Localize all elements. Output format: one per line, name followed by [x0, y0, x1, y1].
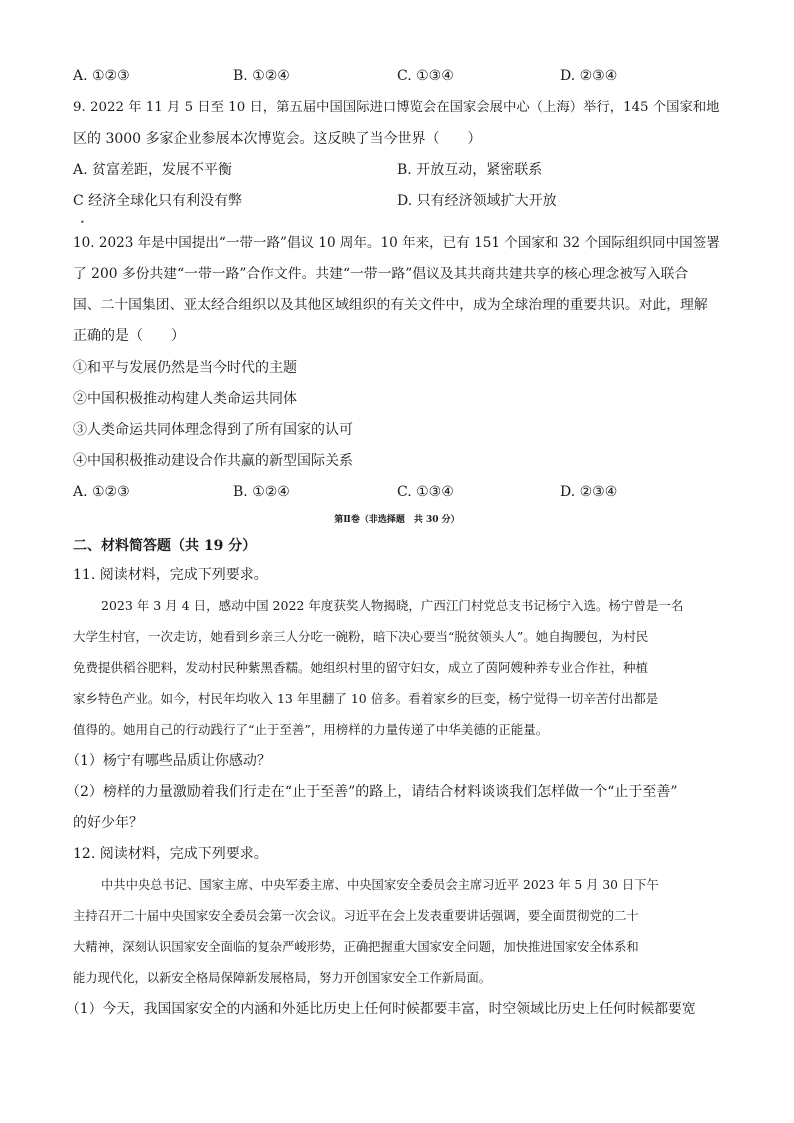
q10-statement-3: ③人类命运共同体理念得到了所有国家的认可 [73, 422, 353, 438]
q11-material-line4: 家乡特色产业。如今，村民年均收入 13 年里翻了 10 倍多。看着家乡的巨变，杨宁觉得一切辛苦付出都是 [73, 691, 659, 706]
q9-stem-line2: 区的 3000 多家企业参展本次博览会。这反映了当今世界（ ） [73, 131, 482, 147]
q9-stem-line1: 9. 2022 年 11 月 5 日至 10 日，第五届中国国际进口博览会在国家会展中心（上海）举行，145 个国家和地 [73, 100, 720, 115]
q10-stem-line2: 了 200 多份共建“一带一路”合作文件。共建“一带一路”倡议及其共商共建共享的核心理念被写入联合 [73, 266, 689, 282]
q12-material-line4: 能力现代化，以新安全格局保障新发展格局，努力开创国家安全工作新局面。 [73, 971, 492, 985]
q11-question-2-line2: 的好少年？ [73, 815, 143, 831]
q9-option-a: A. 贫富差距，发展不平衡 [73, 162, 233, 178]
q9-option-d: D. 只有经济领域扩大开放 [397, 193, 557, 209]
q11-question-1: （1）杨宁有哪些品质让你感动？ [66, 753, 271, 769]
q8-option-c: C. ①③④ [397, 68, 454, 84]
q11-material-line1: 2023 年 3 月 4 日，感动中国 2022 年度获奖人物揭晓，广西江门村党总支书记杨宁入选。杨宁曾是一名 [101, 598, 684, 613]
q10-stem-line4: 正确的是（ ） [73, 328, 185, 344]
q10-option-b: B. ①②④ [233, 484, 290, 500]
q10-option-a: A. ①②③ [73, 484, 130, 500]
q8-option-b: B. ①②④ [233, 68, 290, 84]
q10-statement-1: ①和平与发展仍然是当今时代的主题 [73, 360, 297, 376]
q10-option-c: C. ①③④ [397, 484, 454, 500]
q10-statement-2: ②中国积极推动构建人类命运共同体 [73, 391, 297, 407]
q8-option-a: A. ①②③ [73, 68, 130, 84]
q11-question-2-line1: （2）榜样的力量激励着我们行走在“止于至善”的路上，请结合材料谈谈我们怎样做一个“止于至善” [66, 784, 678, 800]
q12-question-1: （1）今天，我国国家安全的内涵和外延比历史上任何时候都要丰富，时空领域比历史上任何时候都要宽 [66, 1001, 696, 1017]
section2-title: 二、材料简答题（共 19 分） [73, 538, 257, 554]
q12-material-line1: 中共中央总书记、国家主席、中央军委主席、中央国家安全委员会主席习近平 2023 年 5 月 30 日下午 [101, 878, 659, 892]
stray-dot: • [80, 218, 85, 227]
q11-material-line5: 值得的。她用自己的行动践行了“止于至善”，用榜样的力量传递了中华美德的正能量。 [73, 722, 549, 737]
q11-intro: 11. 阅读材料，完成下列要求。 [73, 567, 268, 583]
q12-material-line2: 主持召开二十届中央国家安全委员会第一次会议。习近平在会上发表重要讲话强调，要全面贯彻党的二十 [73, 909, 639, 923]
q8-option-d: D. ②③④ [560, 68, 618, 84]
q9-option-b: B. 开放互动，紧密联系 [397, 162, 543, 178]
q10-stem-line3: 国、二十国集团、亚太经合组织以及其他区域组织的有关文件中，成为全球治理的重要共识。对此，理解 [73, 297, 708, 313]
q11-material-line2: 大学生村官，一次走访，她看到乡亲三人分吃一碗粉，暗下决心要当“脱贫领头人”。她自掏腰包，为村民 [73, 629, 649, 644]
q10-stem-line1: 10. 2023 年是中国提出“一带一路”倡议 10 周年。10 年来，已有 151 个国家和 32 个国际组织同中国签署 [73, 235, 720, 251]
q12-intro: 12. 阅读材料，完成下列要求。 [73, 846, 268, 862]
q9-option-c: C 经济全球化只有利没有弊 [73, 193, 243, 209]
q10-statement-4: ④中国积极推动建设合作共赢的新型国际关系 [73, 453, 353, 469]
q11-material-line3: 免费提供稻谷肥料，发动村民种紫黑香糯。她组织村里的留守妇女，成立了茵阿嫂种养专业合作社，种植 [73, 660, 649, 675]
q10-option-d: D. ②③④ [560, 484, 618, 500]
part2-title: 第Ⅱ卷（非选择题 共 30 分） [334, 515, 460, 525]
q12-material-line3: 大精神，深刻认识国家安全面临的复杂严峻形势，正确把握重大国家安全问题，加快推进国家安全体系和 [73, 940, 639, 954]
